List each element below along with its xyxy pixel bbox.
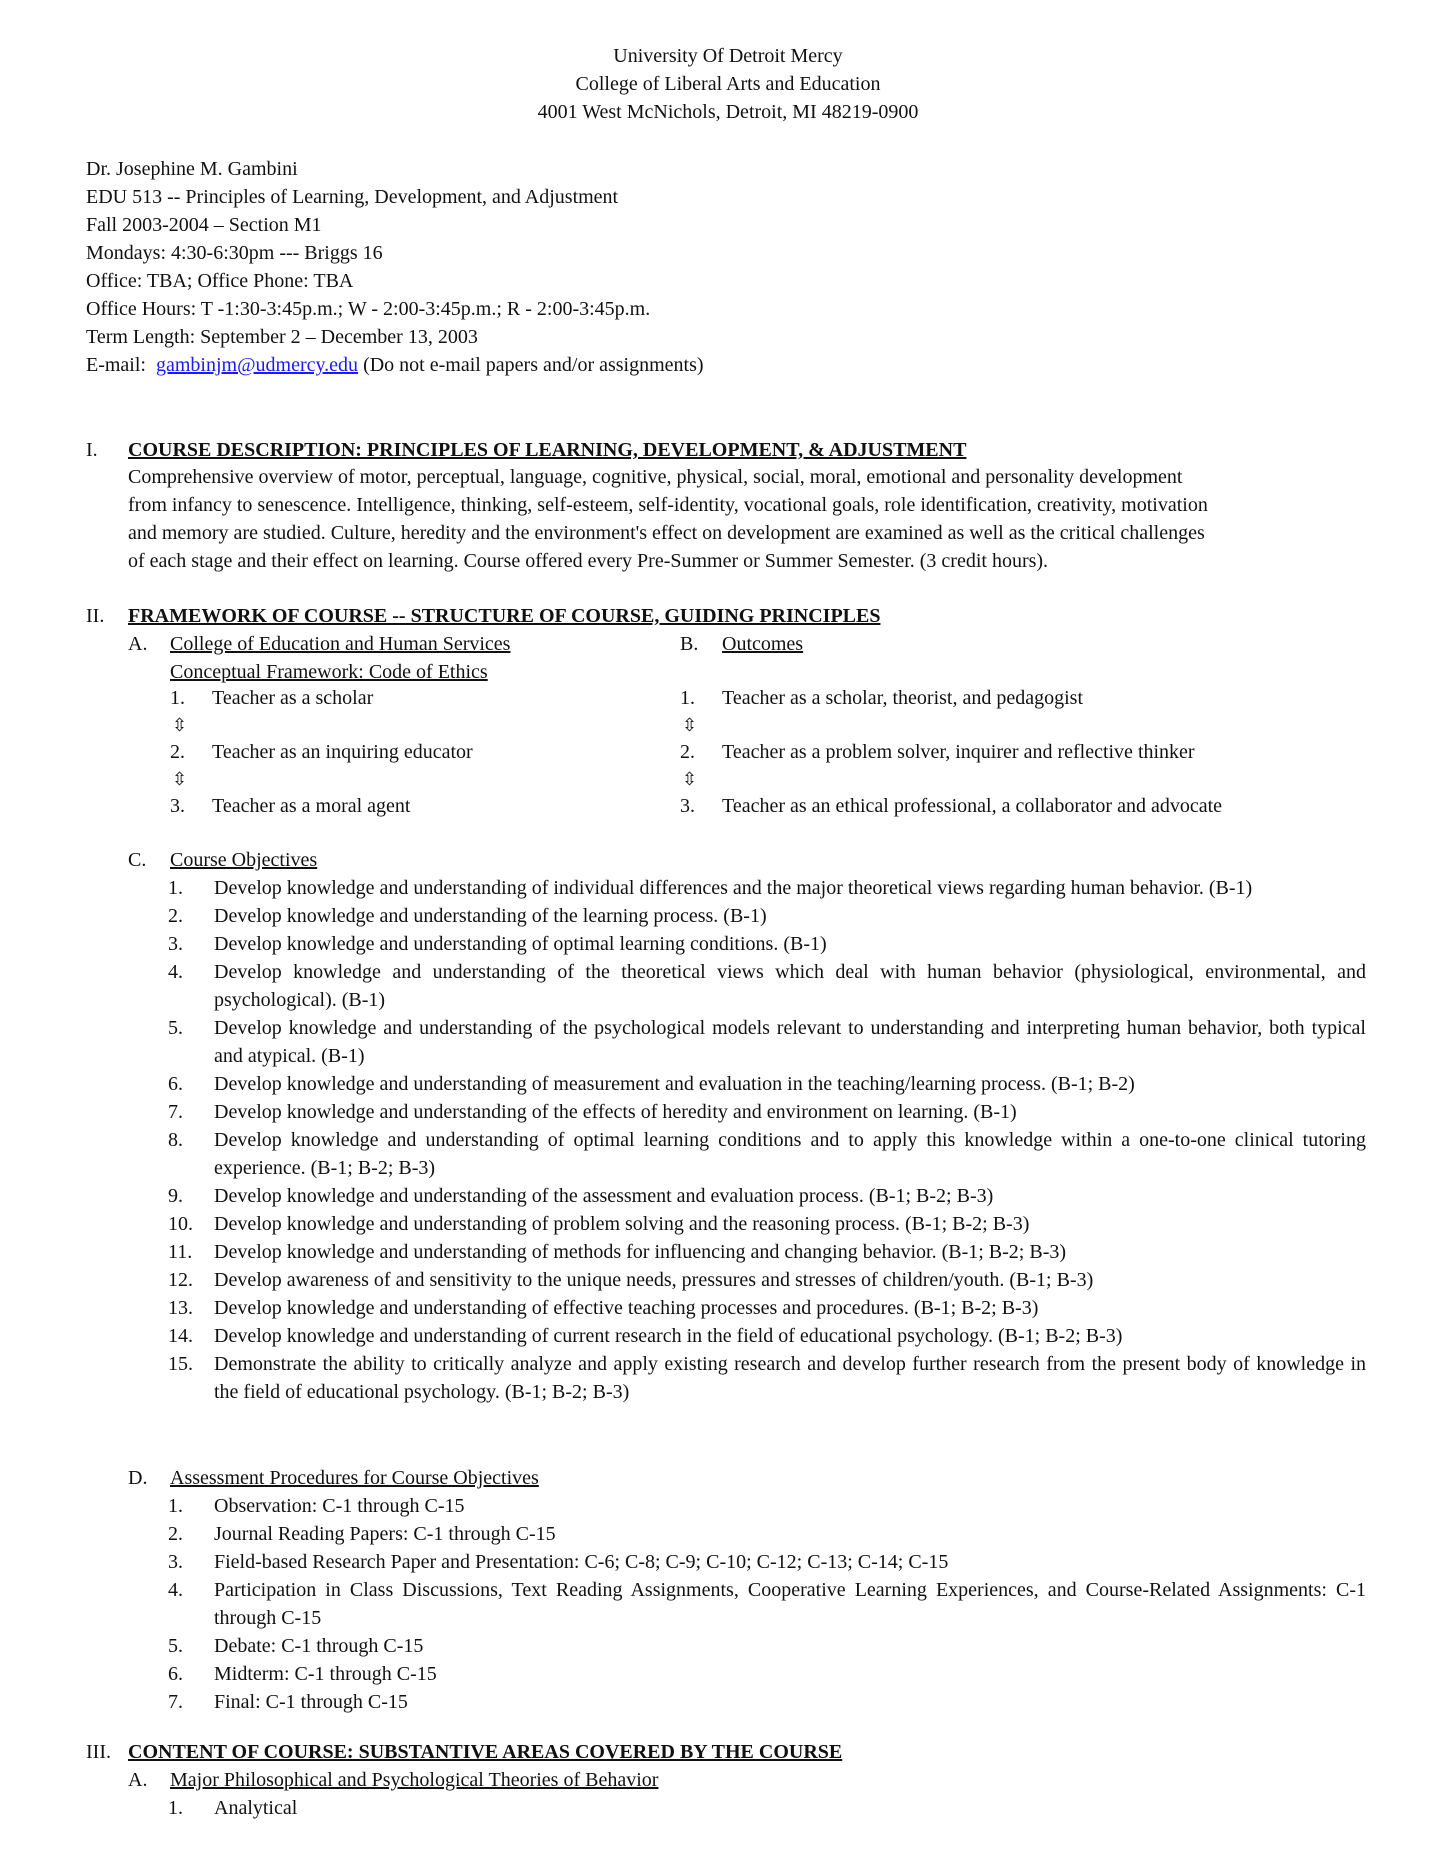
objective-item-number: 11. xyxy=(168,1241,193,1263)
objective-item-text: Develop knowledge and understanding of the theoretical views which deal with human behavior (physiological, environmental, and psychological). (B-1) xyxy=(214,961,1366,1011)
objective-item-number: 6. xyxy=(168,1073,183,1095)
assessment-item-number: 1. xyxy=(168,1495,183,1517)
section-1-title: COURSE DESCRIPTION: PRINCIPLES OF LEARNING, DEVELOPMENT, & ADJUSTMENT xyxy=(128,439,967,461)
course-info xyxy=(86,155,704,379)
assessment-item xyxy=(168,1632,1366,1660)
college-name: College of Liberal Arts and Education xyxy=(575,73,881,95)
email-link[interactable]: gambinjm@udmercy.edu xyxy=(155,354,359,376)
objective-item-number: 4. xyxy=(168,961,183,983)
objective-item xyxy=(168,1014,1366,1070)
objective-item-text: Develop awareness of and sensitivity to the unique needs, pressures and stresses of children/youth. (B-1; B-3) xyxy=(214,1269,1094,1291)
objective-item xyxy=(168,1294,1366,1322)
description-line: from infancy to senescence. Intelligence, thinking, self-esteem, self-identity, vocational goals, role identification, creativity, motivation xyxy=(128,494,1208,516)
objective-item xyxy=(168,1210,1366,1238)
assessment-title: Assessment Procedures for Course Objectives xyxy=(170,1467,539,1489)
assessment-list xyxy=(168,1492,1366,1716)
content-a-list xyxy=(168,1794,1366,1822)
framework-b-title: Outcomes xyxy=(722,633,804,655)
objective-item-number: 7. xyxy=(168,1101,183,1123)
content-a-title: Major Philosophical and Psychological Theories of Behavior xyxy=(170,1769,659,1791)
up-down-arrow-icon: ⇳ xyxy=(172,715,188,736)
framework-a-item-2: Teacher as an inquiring educator xyxy=(212,741,473,763)
description-line: of each stage and their effect on learning. Course offered every Pre-Summer or Summer Semester. (3 credit hours). xyxy=(128,550,1049,572)
framework-a-num-2: 2. xyxy=(170,741,185,763)
assessment-item-text: Final: C-1 through C-15 xyxy=(214,1691,408,1713)
office-info: Office: TBA; Office Phone: TBA xyxy=(86,270,354,292)
assessment-item-number: 5. xyxy=(168,1635,183,1657)
assessment-item-text: Observation: C-1 through C-15 xyxy=(214,1495,465,1517)
objective-item-number: 10. xyxy=(168,1213,193,1235)
objective-item xyxy=(168,1126,1366,1182)
objective-item-text: Develop knowledge and understanding of the learning process. (B-1) xyxy=(214,905,767,927)
assessment-item xyxy=(168,1520,1366,1548)
objective-item xyxy=(168,1098,1366,1126)
objective-item xyxy=(168,1070,1366,1098)
framework-b-num-3: 3. xyxy=(680,795,695,817)
assessment-item xyxy=(168,1492,1366,1520)
assessment-item xyxy=(168,1688,1366,1716)
objective-item-number: 12. xyxy=(168,1269,193,1291)
up-down-arrow-icon: ⇳ xyxy=(682,715,698,736)
college-address: 4001 West McNichols, Detroit, MI 48219-0900 xyxy=(537,101,919,123)
content-a-letter: A. xyxy=(128,1769,148,1791)
section-2-number: II. xyxy=(86,605,105,627)
assessment-item-text: Journal Reading Papers: C-1 through C-15 xyxy=(214,1523,556,1545)
objective-item xyxy=(168,1182,1366,1210)
framework-b-num-1: 1. xyxy=(680,687,695,709)
framework-b-item-2: Teacher as a problem solver, inquirer and reflective thinker xyxy=(722,741,1195,763)
objectives-list xyxy=(168,874,1366,1406)
objective-item-text: Develop knowledge and understanding of current research in the field of educational psychology. (B-1; B-2; B-3) xyxy=(214,1325,1123,1347)
course-title: EDU 513 -- Principles of Learning, Development, and Adjustment xyxy=(86,186,619,208)
assessment-item-number: 6. xyxy=(168,1663,183,1685)
description-line: Comprehensive overview of motor, perceptual, language, cognitive, physical, social, moral, emotional and personality development xyxy=(128,466,1183,488)
objective-item-number: 9. xyxy=(168,1185,183,1207)
course-description xyxy=(128,463,1366,575)
university-name: University Of Detroit Mercy xyxy=(613,45,843,67)
assessment-item-text: Participation in Class Discussions, Text Reading Assignments, Cooperative Learning Experiences, and Course-Related Assignments: C-1 through C-15 xyxy=(214,1579,1366,1629)
objective-item-number: 3. xyxy=(168,933,183,955)
framework-b-letter: B. xyxy=(680,633,699,655)
up-down-arrow-icon: ⇳ xyxy=(682,769,698,790)
objective-item-text: Develop knowledge and understanding of effective teaching processes and procedures. (B-1; B-2; B-3) xyxy=(214,1297,1039,1319)
objective-item xyxy=(168,1350,1366,1406)
university-header xyxy=(0,42,1456,126)
objective-item-text: Develop knowledge and understanding of the psychological models relevant to understanding and interpreting human behavior, both typical and atypical. (B-1) xyxy=(214,1017,1366,1067)
framework-a-num-1: 1. xyxy=(170,687,185,709)
objective-item-number: 15. xyxy=(168,1353,193,1375)
assessment-item xyxy=(168,1576,1366,1632)
objective-item-text: Develop knowledge and understanding of problem solving and the reasoning process. (B-1; B-2; B-3) xyxy=(214,1213,1030,1235)
objective-item-text: Develop knowledge and understanding of measurement and evaluation in the teaching/learning process. (B-1; B-2) xyxy=(214,1073,1135,1095)
email-note: (Do not e-mail papers and/or assignments) xyxy=(363,354,704,376)
section-2-title: FRAMEWORK OF COURSE -- STRUCTURE OF COURSE, GUIDING PRINCIPLES xyxy=(128,605,881,627)
framework-a-num-3: 3. xyxy=(170,795,185,817)
objective-item xyxy=(168,902,1366,930)
framework-a-subtitle: Conceptual Framework: Code of Ethics xyxy=(170,661,488,683)
objective-item-text: Develop knowledge and understanding of the assessment and evaluation process. (B-1; B-2; B-3) xyxy=(214,1185,994,1207)
objectives-letter: C. xyxy=(128,849,147,871)
objective-item-text: Develop knowledge and understanding of individual differences and the major theoretical views regarding human behavior. (B-1) xyxy=(214,877,1253,899)
objective-item-number: 2. xyxy=(168,905,183,927)
framework-a-item-3: Teacher as a moral agent xyxy=(212,795,411,817)
framework-b-num-2: 2. xyxy=(680,741,695,763)
framework-a-title: College of Education and Human Services xyxy=(170,633,511,655)
objective-item-number: 13. xyxy=(168,1297,193,1319)
assessment-item xyxy=(168,1660,1366,1688)
assessment-item-text: Midterm: C-1 through C-15 xyxy=(214,1663,437,1685)
objective-item-text: Develop knowledge and understanding of optimal learning conditions and to apply this knowledge within a one-to-one clinical tutoring experience. (B-1; B-2; B-3) xyxy=(214,1129,1366,1179)
assessment-item-number: 3. xyxy=(168,1551,183,1573)
objective-item-text: Demonstrate the ability to critically analyze and apply existing research and develop further research from the present body of knowledge in the field of educational psychology. (B-1; B-2; B-3) xyxy=(214,1353,1366,1403)
assessment-letter: D. xyxy=(128,1467,148,1489)
objective-item-number: 8. xyxy=(168,1129,183,1151)
framework-a-item-1: Teacher as a scholar xyxy=(212,687,374,709)
assessment-item xyxy=(168,1548,1366,1576)
section-3-number: III. xyxy=(86,1741,111,1763)
framework-b-item-1: Teacher as a scholar, theorist, and pedagogist xyxy=(722,687,1083,709)
objective-item xyxy=(168,930,1366,958)
objective-item-number: 5. xyxy=(168,1017,183,1039)
assessment-item-number: 7. xyxy=(168,1691,183,1713)
objective-item-number: 1. xyxy=(168,877,183,899)
objective-item-text: Develop knowledge and understanding of the effects of heredity and environment on learning. (B-1) xyxy=(214,1101,1017,1123)
objective-item-number: 14. xyxy=(168,1325,193,1347)
content-item xyxy=(168,1794,1366,1822)
email-line xyxy=(86,351,704,379)
framework-a-letter: A. xyxy=(128,633,148,655)
objective-item xyxy=(168,1266,1366,1294)
email-label: E-mail: xyxy=(86,354,146,376)
section-1-number: I. xyxy=(86,439,98,461)
office-hours: Office Hours: T -1:30-3:45p.m.; W - 2:00-3:45p.m.; R - 2:00-3:45p.m. xyxy=(86,298,651,320)
objective-item xyxy=(168,1322,1366,1350)
objective-item xyxy=(168,874,1366,902)
up-down-arrow-icon: ⇳ xyxy=(172,769,188,790)
section-3-title: CONTENT OF COURSE: SUBSTANTIVE AREAS COVERED BY THE COURSE xyxy=(128,1741,843,1763)
objective-item-text: Develop knowledge and understanding of methods for influencing and changing behavior. (B-1; B-2; B-3) xyxy=(214,1241,1067,1263)
framework-b-item-3: Teacher as an ethical professional, a collaborator and advocate xyxy=(722,795,1223,817)
assessment-item-text: Field-based Research Paper and Presentation: C-6; C-8; C-9; C-10; C-12; C-13; C-14; C-15 xyxy=(214,1551,949,1573)
assessment-item-text: Debate: C-1 through C-15 xyxy=(214,1635,424,1657)
objective-item-text: Develop knowledge and understanding of optimal learning conditions. (B-1) xyxy=(214,933,827,955)
term-length: Term Length: September 2 – December 13, 2003 xyxy=(86,326,478,348)
assessment-item-number: 2. xyxy=(168,1523,183,1545)
course-schedule: Mondays: 4:30-6:30pm --- Briggs 16 xyxy=(86,242,383,264)
objective-item xyxy=(168,958,1366,1014)
content-item-number: 1. xyxy=(168,1797,183,1819)
content-item-text: Analytical xyxy=(214,1797,298,1819)
objectives-title: Course Objectives xyxy=(170,849,318,871)
course-term: Fall 2003-2004 – Section M1 xyxy=(86,214,322,236)
assessment-item-number: 4. xyxy=(168,1579,183,1601)
objective-item xyxy=(168,1238,1366,1266)
instructor-name: Dr. Josephine M. Gambini xyxy=(86,158,298,180)
description-line: and memory are studied. Culture, heredity and the environment's effect on development are examined as well as the critical challenges xyxy=(128,522,1205,544)
